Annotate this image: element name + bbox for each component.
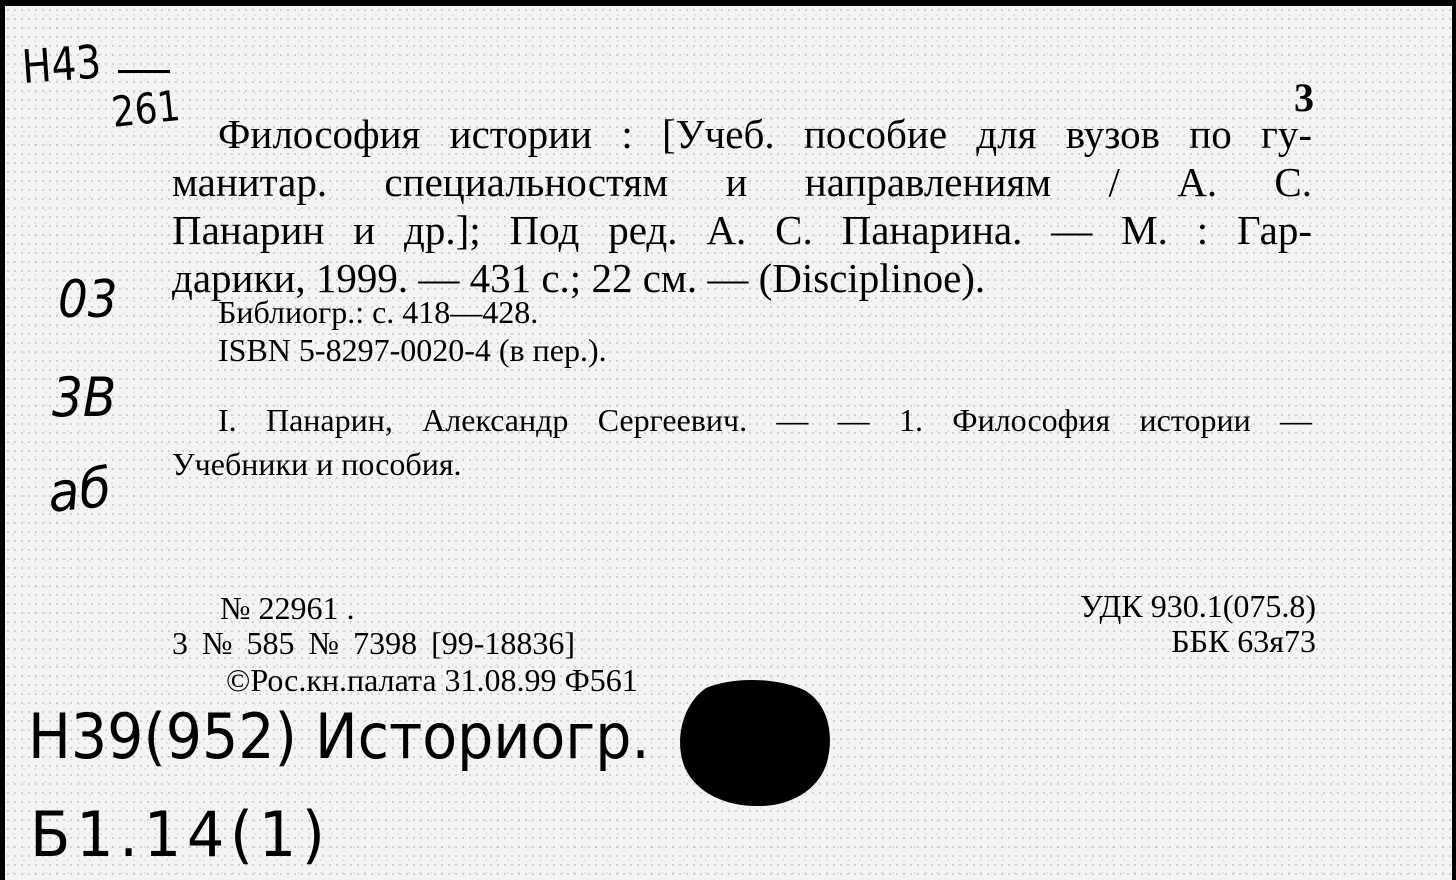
handwritten-shelf-code: Н39(952) Историогр.	[28, 700, 650, 773]
copyright-line: ©Рос.кн.палата 31.08.99 Ф561	[226, 662, 638, 698]
card-top-edge	[0, 0, 1456, 6]
record-numbers-line: 3 № 585 № 7398 [99-18836]	[172, 625, 576, 661]
isbn: ISBN 5-8297-0020-4 (в пер.).	[218, 332, 607, 368]
record-number: № 22961 .	[220, 590, 355, 626]
ink-blot	[676, 676, 834, 808]
handwritten-margin-2: 3В	[52, 366, 117, 429]
card-left-edge	[0, 0, 5, 880]
udk-code: УДК 930.1(075.8)	[1080, 588, 1316, 624]
bbk-code: ББК 63я73	[1171, 623, 1316, 659]
title-line-1: Философия истории : [Учеб. пособие для вузов по гу-	[218, 111, 1312, 157]
title-line-2: манитар. специальностям и направлениям / А. С.	[172, 159, 1312, 205]
handwritten-margin-1: 03	[58, 270, 118, 330]
tracing-line-1: I. Панарин, Александр Сергеевич. — — 1. Философия истории —	[218, 402, 1312, 438]
title-line-3: Панарин и др.]; Под ред. А. С. Панарина. — М. : Гар-	[172, 207, 1312, 253]
card-right-edge	[1452, 0, 1456, 880]
handwritten-call-number: Б1.14(1)	[30, 798, 331, 871]
handwritten-margin-3: аб	[44, 455, 115, 525]
bibliography-note: Библиогр.: с. 418—428.	[218, 294, 539, 330]
title-line-4: дарики, 1999. — 431 с.; 22 см. — (Disciplinoe).	[172, 255, 986, 301]
handwritten-code-sub: 261	[109, 81, 183, 137]
page-number: 3	[1294, 75, 1314, 120]
handwritten-code-top: Н43	[20, 34, 103, 94]
handwritten-overline	[118, 70, 170, 73]
tracing-line-2: Учебники и пособия.	[172, 446, 462, 482]
